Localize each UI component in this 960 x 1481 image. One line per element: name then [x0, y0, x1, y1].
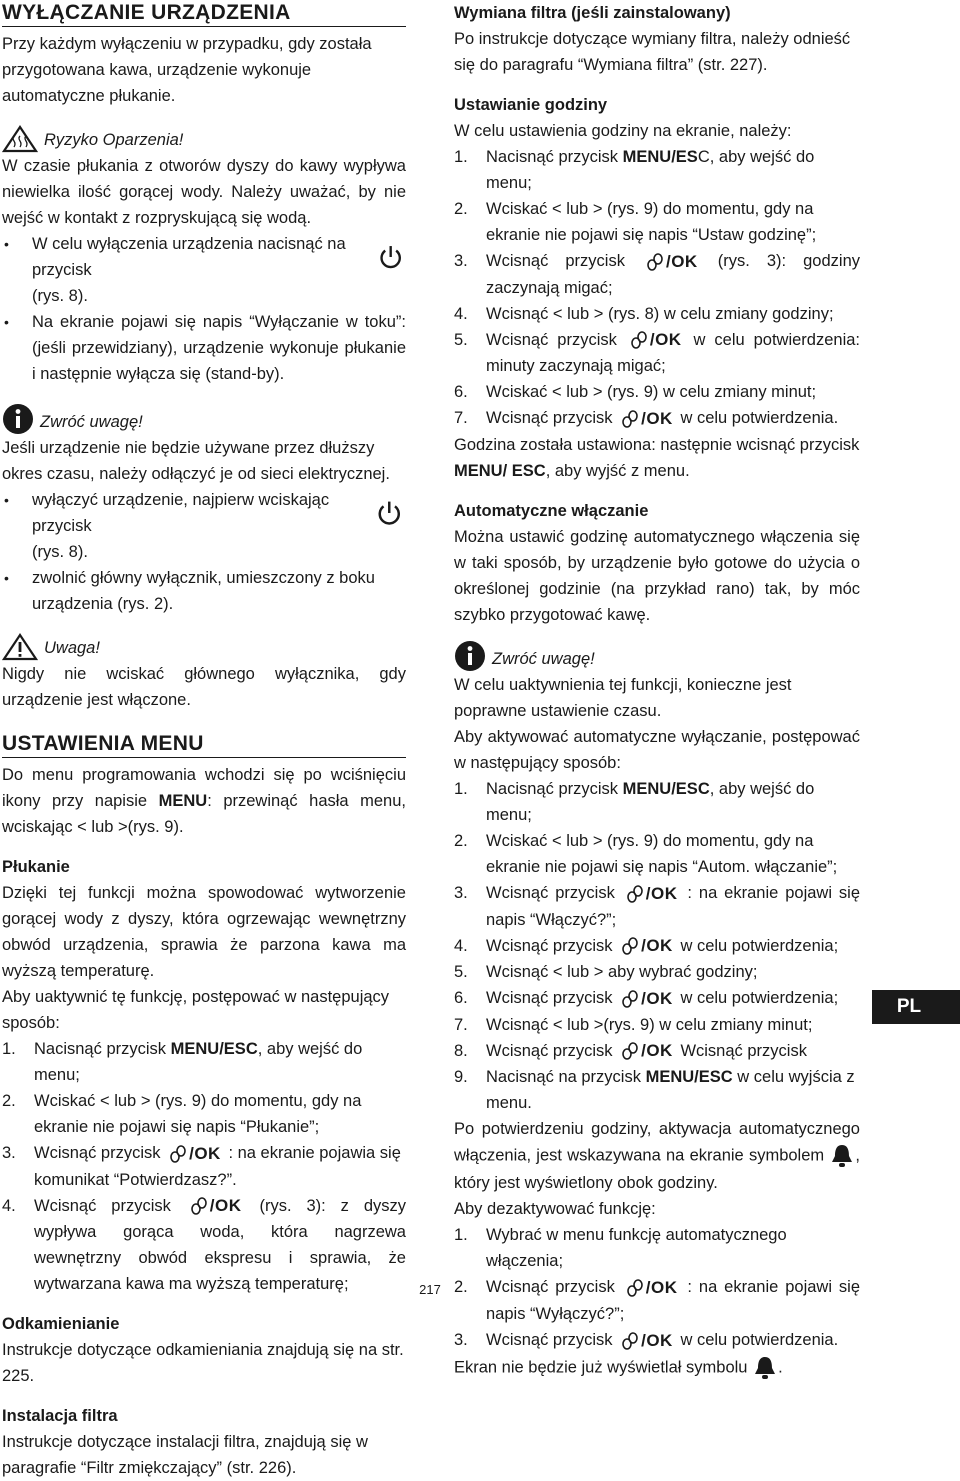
- warning-text: Nigdy nie wciskać głównego wyłącznika, gdy urządzenie jest włączone.: [2, 665, 406, 709]
- coffee-beans-icon: [189, 1196, 209, 1216]
- step-item: 4. Wcisnąć przycisk /OK (rys. 3): z dyszy wypływa gorąca woda, która nagrzewa wewnętrzny obwód ekspresu i sprawia, że wytwarzana kawa ma wyższą temperaturę;: [2, 1193, 406, 1298]
- auto-on-heading: Automatyczne włączanie: [454, 501, 649, 520]
- clock-lead: W celu ustawienia godziny na ekranie, należy:: [454, 122, 792, 140]
- deactivate-lead: Aby dezaktywować funkcję:: [454, 1200, 656, 1219]
- power-icon: [375, 499, 404, 527]
- section-title-menu: USTAWIENIA MENU: [2, 731, 406, 758]
- step-item: 3. Wcisnąć przycisk /OK w celu potwierdzenia.: [454, 1327, 860, 1354]
- coffee-beans-icon: [629, 330, 649, 350]
- step-item: 7. Wcisnąć < lub >(rys. 9) w celu zmiany minut;: [454, 1015, 813, 1034]
- coffee-beans-icon: [168, 1144, 188, 1164]
- auto-lead: Aby aktywować automatyczne wyłączanie, postępować w następujący sposób:: [454, 727, 860, 772]
- ok-button-glyph: /OK: [620, 1038, 673, 1064]
- step-item: 6. Wcisnąć przycisk /OK w celu potwierdzenia;: [454, 985, 860, 1012]
- step-item: 9. Nacisnąć na przycisk MENU/ESC w celu wyjścia z menu.: [454, 1068, 855, 1113]
- ok-button-glyph: /OK: [168, 1141, 221, 1167]
- note-text: W celu uaktywnienia tej funkcji, konieczne jest poprawne ustawienie czasu.: [454, 675, 792, 720]
- ok-button-glyph: /OK: [620, 1328, 673, 1354]
- ok-button-glyph: /OK: [629, 327, 682, 353]
- coffee-beans-icon: [620, 1041, 640, 1061]
- left-column: [2, 0, 406, 1481]
- clock-done: Godzina została ustawiona: następnie wcisnąć przycisk MENU/ ESC, aby wyjść z menu.: [454, 435, 860, 480]
- shutdown-intro: Przy każdym wyłączeniu w przypadku, gdy została przygotowana kawa, urządzenie wykonuje automatyczne płukanie.: [2, 35, 372, 105]
- step-item: 3. Wcisnąć przycisk /OK : na ekranie pojawi się napis “Włączyć?”;: [454, 880, 860, 933]
- burn-notice: [2, 125, 406, 153]
- auto-confirm-text: Po potwierdzeniu godziny, aktywacja automatycznego włączenia, jest wskazywana na ekranie symbolem , który jest wyświetlony obok godziny.: [454, 1120, 860, 1193]
- page-number: 217: [419, 1282, 441, 1297]
- bullet-text: Na ekranie pojawi się napis “Wyłączanie w toku”: (jeśli przewidziany), urządzenie wykonuje płukanie i następnie wyłącza się (stand-by).: [32, 313, 406, 383]
- bullet-item: [2, 565, 406, 617]
- bullet-text: • W celu wyłączenia urządzenia nacisnąć na przycisk: [32, 235, 346, 279]
- note-label: Zwróć uwagę!: [492, 649, 595, 668]
- rinse-heading: Płukanie: [2, 858, 70, 876]
- step-item: 1. Nacisnąć przycisk MENU/ESC, aby wejść do menu;: [454, 779, 815, 824]
- step-item: 4. Wcisnąć < lub > (rys. 8) w celu zmiany godziny;: [454, 304, 834, 323]
- ok-button-glyph: /OK: [645, 249, 698, 275]
- rinse-text: Dzięki tej funkcji można spowodować wytworzenie gorącej wody z dyszy, która ogrzewając wewnętrzny obwód urządzenia, sprawia że parzona kawa ma wyższą temperaturę.: [2, 884, 406, 980]
- burn-label: Ryzyko Oparzenia!: [44, 131, 184, 149]
- hot-surface-warning-icon: [2, 125, 38, 153]
- clock-heading: Ustawianie godziny: [454, 96, 608, 114]
- figure-ref: (rys. 8).: [32, 287, 88, 305]
- ok-button-glyph: /OK: [189, 1193, 242, 1219]
- ok-button-glyph: /OK: [625, 1275, 678, 1301]
- menu-intro: Do menu programowania wchodzi się po wciśnięciu ikony przy napisie MENU: przewinąć hasła menu, wciskając < lub >(rys. 9).: [2, 766, 406, 836]
- section-title-shutdown: WYŁĄCZANIE URZĄDZENIA: [2, 0, 406, 27]
- bullet-text: • wyłączyć urządzenie, najpierw wciskając przycisk: [32, 491, 330, 535]
- ok-button-glyph: /OK: [620, 933, 673, 959]
- step-item: 1. Wybrać w menu funkcję automatycznego włączenia;: [454, 1226, 787, 1271]
- step-item: 8. Wcisnąć przycisk /OK Wcisnąć przycisk: [454, 1038, 860, 1065]
- step-item: 7. Wcisnąć przycisk /OK w celu potwierdzenia.: [454, 405, 860, 432]
- figure-ref: (rys. 8).: [32, 543, 88, 561]
- step-item: 4. Wcisnąć przycisk /OK w celu potwierdzenia;: [454, 933, 860, 960]
- descale-heading: Odkamienianie: [2, 1315, 120, 1334]
- bell-symbol-icon: [752, 1354, 778, 1382]
- coffee-beans-icon: [645, 252, 665, 272]
- warning-notice: [2, 633, 406, 661]
- coffee-beans-icon: [620, 989, 640, 1009]
- filter-install-text: Instrukcje dotyczące instalacji filtra, znajdują się w paragrafie “Filtr zmiękczający” (str. 226).: [2, 1433, 368, 1478]
- info-icon: [2, 403, 34, 435]
- note-text: Jeśli urządzenie nie będzie używane przez dłuższy okres czasu, należy odłączyć je od sieci elektrycznej.: [2, 439, 390, 483]
- step-item: 6. Wciskać < lub > (rys. 9) w celu zmiany minut;: [454, 383, 817, 402]
- power-icon: [377, 243, 404, 271]
- burn-text: W czasie płukania z otworów dyszy do kawy wypływa niewielka ilość gorącej wody. Należy uważać, by nie wejść w kontakt z rozpryskującą się wodą.: [2, 157, 406, 227]
- step-item: 5. Wcisnąć < lub > aby wybrać godziny;: [454, 963, 758, 982]
- right-column: [454, 0, 860, 1382]
- bullet-item: [2, 309, 406, 387]
- step-item: 1. Nacisnąć przycisk MENU/ESC, aby wejść do menu;: [454, 148, 815, 192]
- warning-label: Uwaga!: [44, 639, 100, 657]
- filter-replace-heading: Wymiana filtra (jeśli zainstalowany): [454, 4, 731, 22]
- step-item: 5. Wcisnąć przycisk /OK w celu potwierdzenia: minuty zaczynają migać;: [454, 327, 860, 380]
- info-notice: [454, 640, 860, 672]
- bullet-item: [2, 231, 406, 309]
- filter-install-heading: Instalacja filtra: [2, 1407, 118, 1426]
- step-item: 1. Nacisnąć przycisk MENU/ESC, aby wejść do menu;: [2, 1040, 363, 1084]
- step-item: 3. Wcisnąć przycisk /OK : na ekranie pojawia się komunikat “Potwierdzasz?”.: [2, 1140, 406, 1193]
- descale-text: Instrukcje dotyczące odkamieniania znajdują się na str. 225.: [2, 1341, 404, 1386]
- bell-symbol-icon: [829, 1142, 855, 1170]
- info-notice: [2, 403, 406, 435]
- ok-button-glyph: /OK: [620, 986, 673, 1012]
- language-badge: PL: [872, 990, 960, 1024]
- warning-icon: [2, 633, 38, 661]
- ok-button-glyph: /OK: [620, 406, 673, 432]
- coffee-beans-icon: [620, 409, 640, 429]
- bullet-item: [2, 487, 406, 565]
- rinse-lead: Aby uaktywnić tę funkcję, postępować w następujący sposób:: [2, 988, 390, 1032]
- coffee-beans-icon: [625, 884, 645, 904]
- ok-button-glyph: /OK: [625, 881, 678, 907]
- deactivate-end: Ekran nie będzie już wyświetlał symbolu .: [454, 1354, 860, 1382]
- step-item: 2. Wciskać < lub > (rys. 9) do momentu, gdy na ekranie nie pojawi się napis “Autom. włączanie”;: [454, 831, 838, 876]
- bullet-text: zwolnić główny wyłącznik, umieszczony z boku urządzenia (rys. 2).: [32, 569, 375, 613]
- filter-replace-text: Po instrukcje dotyczące wymiany filtra, należy odnieść się do paragrafu “Wymiana filtra” (str. 227).: [454, 30, 851, 74]
- coffee-beans-icon: [620, 936, 640, 956]
- note-label: Zwróć uwagę!: [40, 413, 143, 431]
- auto-on-text: Można ustawić godzinę automatycznego włączenia się w taki sposób, by urządzenie było gotowe do użycia o określonej godzinie (na przykład rano) tak, by móc szybko przygotować kawę.: [454, 527, 860, 624]
- step-item: 2. Wciskać < lub > (rys. 9) do momentu, gdy na ekranie nie pojawi się napis “Płukanie”;: [2, 1092, 362, 1136]
- coffee-beans-icon: [620, 1331, 640, 1351]
- info-icon: [454, 640, 486, 672]
- step-item: 2. Wciskać < lub > (rys. 9) do momentu, gdy na ekranie nie pojawi się napis “Ustaw godzinę”;: [454, 200, 817, 244]
- step-item: 3. Wcisnąć przycisk /OK (rys. 3): godziny zaczynają migać;: [454, 248, 860, 301]
- step-item: 2. Wcisnąć przycisk /OK : na ekranie pojawi się napis “Wyłączyć?”;: [454, 1274, 860, 1327]
